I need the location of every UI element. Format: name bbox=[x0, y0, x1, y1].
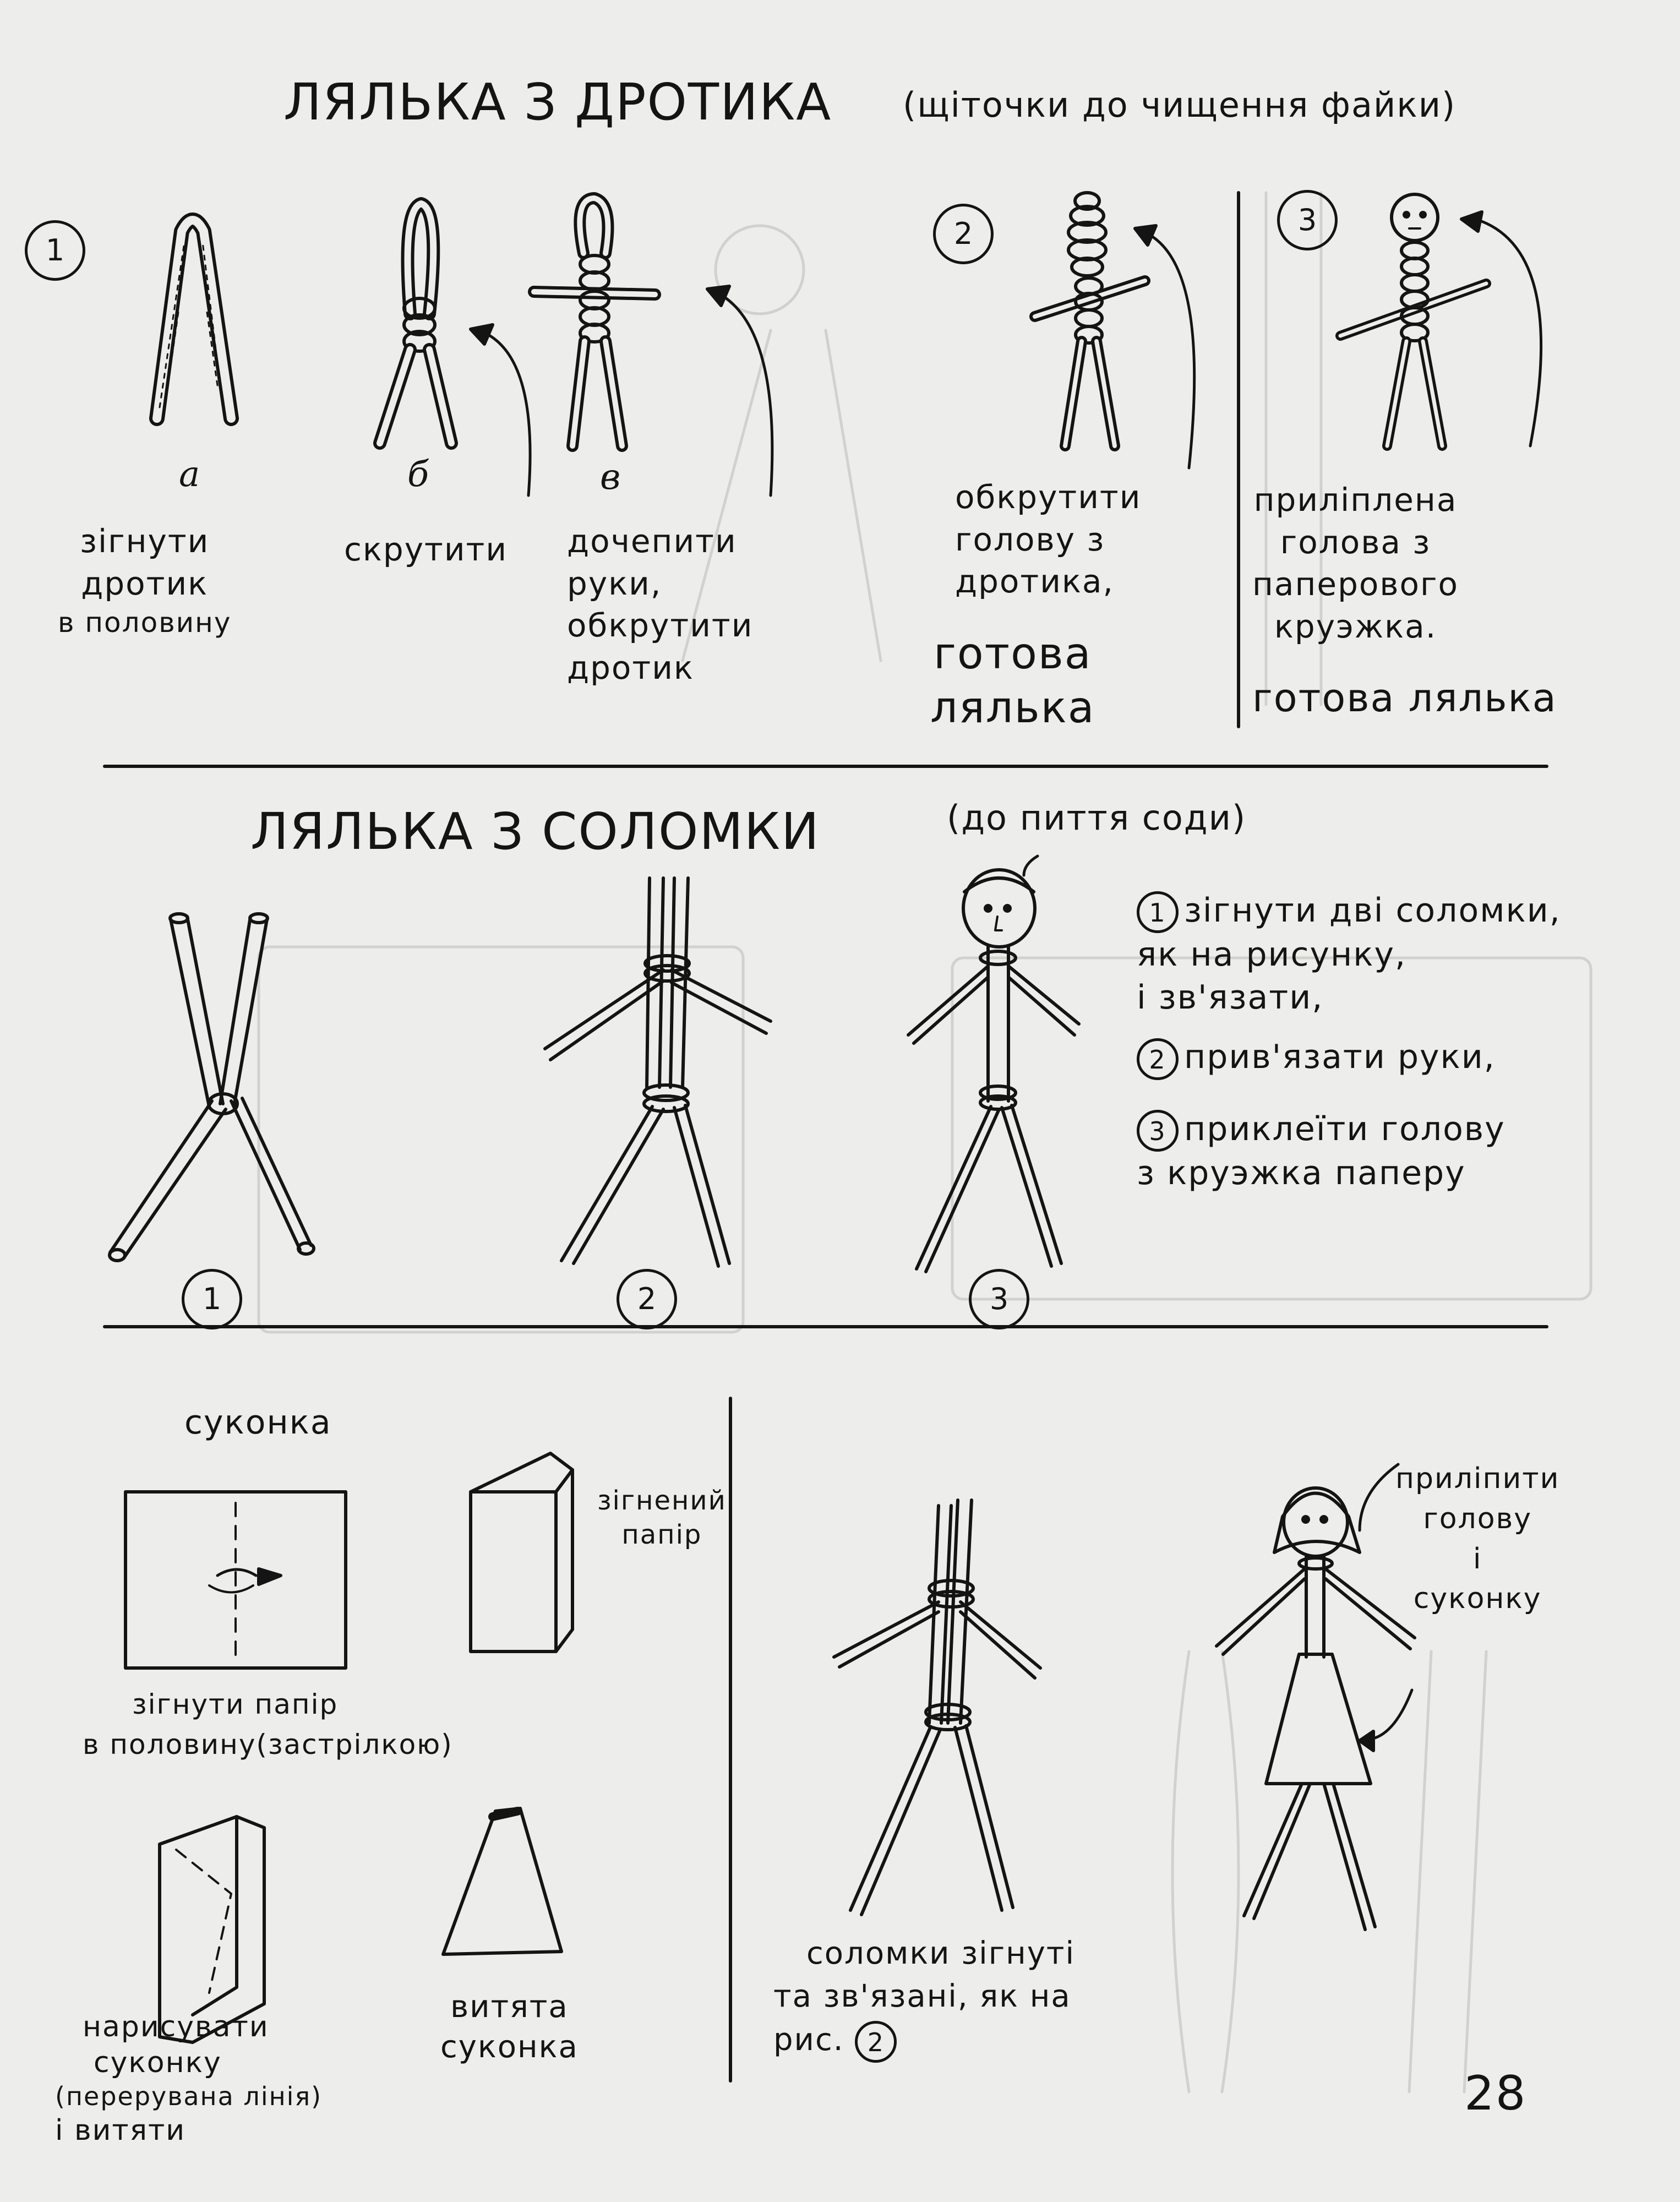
straws-caption bbox=[773, 1932, 1075, 2063]
caption-3-line: круэжка. bbox=[1274, 607, 1437, 645]
ready-2-line: лялька bbox=[930, 683, 1095, 733]
draw-caption-line: нарисувати bbox=[83, 2010, 269, 2043]
caption-a-line: в половину bbox=[58, 607, 232, 639]
ready-doll-3: готова лялька bbox=[1252, 675, 1557, 721]
wire-twisted-b bbox=[380, 204, 530, 495]
straws-caption-ref: 2 bbox=[855, 2021, 897, 2063]
letter-a: а bbox=[179, 454, 201, 495]
straw-step-1-line: зігнути дві соломки, bbox=[1184, 891, 1561, 930]
folded-paper-label bbox=[597, 1484, 727, 1552]
caption-v-line: дочепити bbox=[567, 522, 737, 560]
straw-doll-subtitle: (до пиття соди) bbox=[947, 798, 1247, 838]
finished-doll bbox=[1217, 1464, 1415, 1930]
caption-3-line: приліплена bbox=[1253, 481, 1458, 519]
fold-caption bbox=[83, 1685, 453, 1764]
step-2-number: 2 bbox=[933, 204, 994, 264]
caption-a-line: дротик bbox=[81, 564, 209, 602]
attach-label-line: приліпити bbox=[1395, 1462, 1560, 1495]
caption-2-line: дротика, bbox=[955, 563, 1114, 601]
ready-doll-2 bbox=[930, 628, 1095, 735]
attach-head-dress-label bbox=[1395, 1459, 1559, 1619]
straw-step-2-number: 2 bbox=[1137, 1038, 1179, 1080]
draw-dress-caption bbox=[55, 2009, 322, 2149]
caption-wrap-head bbox=[955, 476, 1141, 603]
straw-doll-1 bbox=[110, 914, 314, 1261]
straw-step-3-line: з круэжка паперу bbox=[1137, 1154, 1466, 1193]
cut-dress bbox=[443, 1808, 561, 1954]
letter-v: в bbox=[600, 457, 622, 498]
cut-caption-line: витята bbox=[450, 1989, 569, 2025]
straw-doll-2 bbox=[545, 878, 771, 1266]
fold-caption-line: зігнути папір bbox=[132, 1688, 339, 1720]
folded-paper bbox=[471, 1453, 572, 1652]
straw-doll-title: ЛЯЛЬКА З СОЛОМКИ bbox=[250, 802, 820, 861]
ready-2-line: готова bbox=[933, 629, 1092, 679]
wire-doll-subtitle: (щіточки до чищення файки) bbox=[903, 85, 1457, 125]
wire-doll-2 bbox=[1035, 193, 1194, 468]
attach-label-line: і bbox=[1472, 1542, 1482, 1576]
attach-label-line: голову bbox=[1423, 1502, 1532, 1535]
straw-doll-3 bbox=[908, 870, 1079, 1272]
caption-bend-wire bbox=[58, 520, 231, 641]
straw-step-3 bbox=[1137, 1108, 1561, 1195]
step-3-number: 3 bbox=[1277, 190, 1338, 250]
wire-doll-3 bbox=[1340, 194, 1541, 446]
fold-caption-line: в половину(застрілкою) bbox=[83, 1728, 453, 1760]
straw-step-3-line: приклеїти голову bbox=[1184, 1109, 1506, 1148]
page-number: 28 bbox=[1464, 2066, 1527, 2121]
straw-fig-2-number: 2 bbox=[617, 1269, 677, 1329]
folded-label-line: зігнений bbox=[597, 1485, 727, 1516]
caption-attach-arms bbox=[567, 520, 753, 689]
straw-step-1-line: як на рисунку, bbox=[1137, 935, 1407, 974]
wire-bent-a bbox=[157, 220, 231, 418]
wire-doll-title: ЛЯЛЬКА З ДРОТИКА bbox=[283, 73, 832, 132]
caption-3-line: голова з bbox=[1280, 523, 1431, 561]
straw-step-1-line: і зв'язати, bbox=[1137, 978, 1324, 1017]
caption-3-line: паперового bbox=[1252, 565, 1459, 603]
caption-v-line: обкрутити bbox=[567, 607, 754, 645]
straw-step-1 bbox=[1137, 889, 1561, 1019]
straw-step-1-number: 1 bbox=[1137, 891, 1179, 933]
caption-paper-head bbox=[1252, 479, 1459, 647]
attach-label-line: суконку bbox=[1413, 1582, 1542, 1616]
straws-tied bbox=[834, 1500, 1040, 1915]
straws-caption-line: та зв'язані, як на bbox=[773, 1978, 1071, 2015]
straw-arrow bbox=[1024, 856, 1038, 875]
dress-heading: суконка bbox=[184, 1403, 332, 1442]
paper-fold-sheet bbox=[126, 1492, 346, 1668]
draw-caption-line: суконку bbox=[94, 2046, 222, 2079]
straw-fig-1-number: 1 bbox=[182, 1269, 242, 1329]
straws-caption-line bbox=[773, 2019, 1075, 2063]
straws-caption-fig: рис. bbox=[773, 2021, 844, 2058]
caption-2-line: голову з bbox=[955, 520, 1105, 558]
folded-label-line: папір bbox=[621, 1519, 702, 1551]
straw-fig-3-number: 3 bbox=[969, 1269, 1029, 1329]
straw-step-2 bbox=[1137, 1035, 1561, 1080]
straws-caption-line: соломки зігнуті bbox=[806, 1936, 1076, 1971]
cut-caption-line: суконка bbox=[440, 2029, 579, 2065]
caption-v-line: дротик bbox=[567, 648, 694, 686]
draw-caption-line: і витяти bbox=[55, 2113, 186, 2147]
straw-steps bbox=[1137, 889, 1561, 1195]
caption-2-line: обкрутити bbox=[955, 478, 1142, 516]
straw-step-3-number: 3 bbox=[1137, 1110, 1179, 1152]
cut-dress-caption bbox=[440, 1987, 579, 2068]
letter-b: б bbox=[407, 454, 430, 495]
caption-v-line: руки, bbox=[567, 564, 662, 602]
draw-caption-line: (перерувана лінія) bbox=[55, 2081, 323, 2111]
straw-step-2-line: прив'язати руки, bbox=[1184, 1038, 1496, 1077]
caption-a-line: зігнути bbox=[80, 522, 210, 560]
step-1-number: 1 bbox=[25, 220, 85, 281]
wire-with-arms-v bbox=[534, 198, 772, 498]
caption-twist: скрутити bbox=[344, 531, 508, 568]
paper-with-dress-outline bbox=[160, 1817, 264, 2042]
